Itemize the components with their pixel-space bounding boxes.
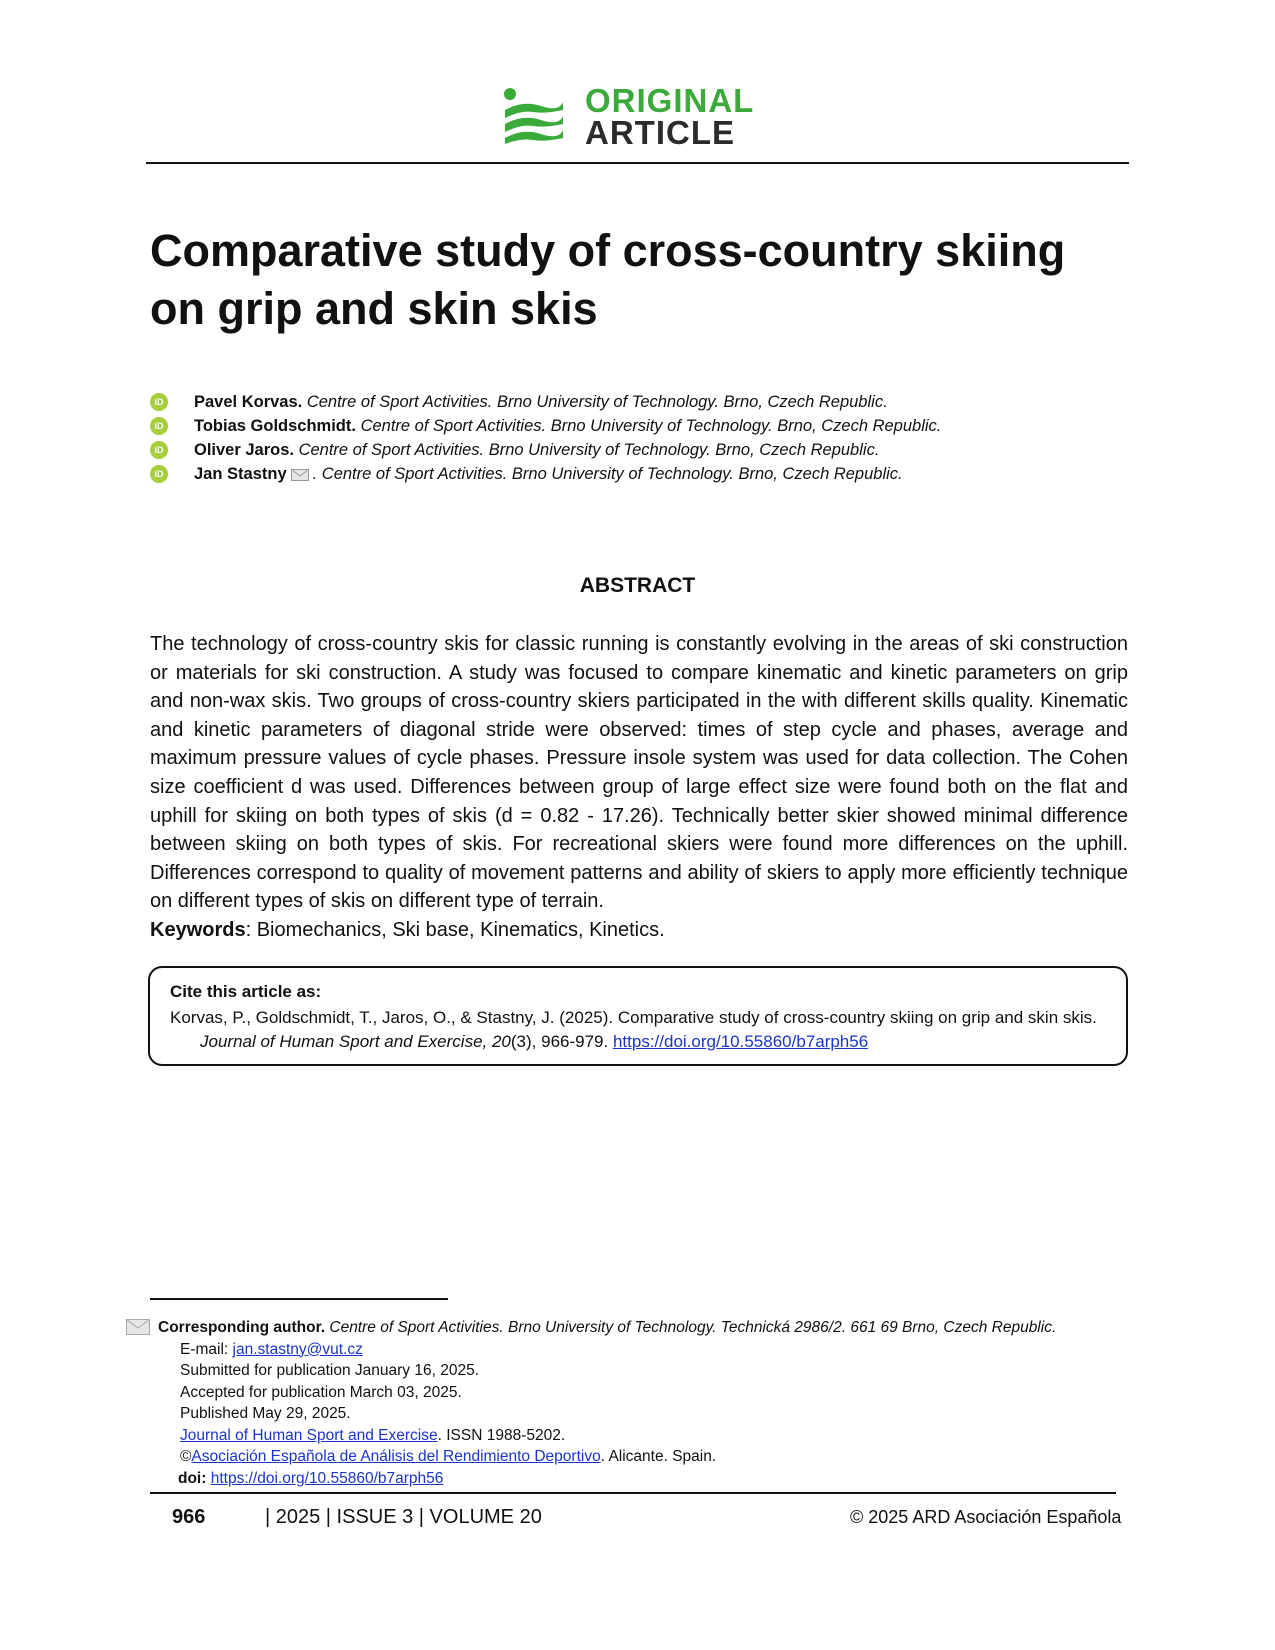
author-affiliation: . Centre of Sport Activities. Brno University of Technology. Brno, Czech Republic. [312,465,903,483]
email-row [180,1339,1126,1361]
doi-label: doi: [178,1469,207,1487]
association-link[interactable]: Asociación Española de Análisis del Rendimiento Deportivo [191,1448,601,1465]
author-list [150,390,1130,486]
stripes-logo-icon [503,88,565,144]
citation-box [148,966,1128,1066]
issue-info: | 2025 | ISSUE 3 | VOLUME 20 [265,1506,542,1528]
journal-row [180,1425,1126,1447]
author-item [150,462,1130,486]
keywords [150,916,1128,944]
citation-heading: Cite this article as: [170,982,322,1001]
issn: . ISSN 1988-5202. [437,1426,566,1444]
citation-journal: Journal of Human Sport and Exercise, 20 [200,1032,511,1051]
corresponding-label: Corresponding author. [158,1319,326,1336]
orcid-icon[interactable]: iD [150,417,168,435]
footnote [126,1317,1126,1489]
corresponding-author-row [126,1317,1126,1339]
badge-line-article: ARTICLE [585,114,735,151]
citation-issue-pages: (3), 966-979. [510,1032,609,1051]
header-divider [146,162,1129,164]
author-name: Pavel Korvas. [194,393,303,411]
orcid-icon[interactable]: iD [150,441,168,459]
author-affiliation: Centre of Sport Activities. Brno University of Technology. Brno, Czech Republic. [298,441,880,459]
copyright-symbol: © [180,1448,192,1465]
page-number: 966 [172,1506,206,1528]
author-name: Tobias Goldschmidt. [194,417,356,435]
badge-line-original: ORIGINAL [585,82,755,119]
citation-doi-link[interactable]: https://doi.org/10.55860/b7arph56 [612,1032,869,1051]
journal-link[interactable]: Journal of Human Sport and Exercise [180,1426,438,1444]
footer-divider [150,1492,1116,1494]
author-item [150,438,1130,462]
corresponding-affiliation: Centre of Sport Activities. Brno University of Technology. Technická 2986/2. 661 69 Brno, Czech Republic. [329,1319,1057,1336]
association-place: . Alicante. Spain. [600,1448,717,1465]
association-row [180,1446,1126,1468]
envelope-icon [291,469,309,481]
keywords-list: : Biomechanics, Ski base, Kinematics, Kinetics. [245,919,665,941]
orcid-icon[interactable]: iD [150,465,168,483]
footnote-divider [150,1298,448,1300]
doi-row [178,1468,1126,1490]
keywords-label: Keywords [150,919,246,941]
author-name: Oliver Jaros. [194,441,294,459]
citation-text: Korvas, P., Goldschmidt, T., Jaros, O., & Stastny, J. (2025). Comparative study of cross-country skiing on grip and skin skis. [170,1008,1097,1027]
article-title: Comparative study of cross-country skiing on grip and skin skis [150,225,1066,334]
author-item [150,414,1130,438]
abstract-text: The technology of cross-country skis for classic running is constantly evolving in the areas of ski construction or materials for ski construction. A study was focused to compare kinematic and kinetic parameters on grip and non-wax skis. Two groups of cross-country skiers participated in the with different skills quality. Kinematic and kinetic parameters of diagonal stride were observed: times of step cycle and phases, average and maximum pressure values of cycle phases. Pressure insole system was used for data collection. The Cohen size coefficient d was used. Differences between group of large effect size were found both on the flat and uphill for skiing on both types of skis (d = 0.82 - 17.26). Technically better skier showed minimal difference between skiing on both types of skis. For recreational skiers were found more differences on the uphill. Differences correspond to quality of movement patterns and ability of skiers to apply more efficiently technique on different types of skis on different type of terrain. [150,633,1128,913]
email-link[interactable]: jan.stastny@vut.cz [232,1340,363,1358]
footer-copyright: © 2025 ARD Asociación Española [850,1507,1122,1527]
author-affiliation: Centre of Sport Activities. Brno University of Technology. Brno, Czech Republic. [360,417,942,435]
submitted-date: Submitted for publication January 16, 2025. [180,1362,479,1379]
accepted-date: Accepted for publication March 03, 2025. [180,1383,462,1401]
citation-journal-line [200,1030,868,1054]
doi-link[interactable]: https://doi.org/10.55860/b7arph56 [210,1469,444,1487]
author-name: Jan Stastny [194,465,287,483]
author-affiliation: Centre of Sport Activities. Brno University of Technology. Brno, Czech Republic. [306,393,888,411]
email-label: E-mail: [180,1340,229,1358]
abstract-heading: ABSTRACT [579,574,696,597]
envelope-icon [126,1319,150,1335]
orcid-icon[interactable]: iD [150,393,168,411]
author-item [150,390,1130,414]
original-article-badge [503,84,783,154]
published-date: Published May 29, 2025. [180,1405,351,1422]
